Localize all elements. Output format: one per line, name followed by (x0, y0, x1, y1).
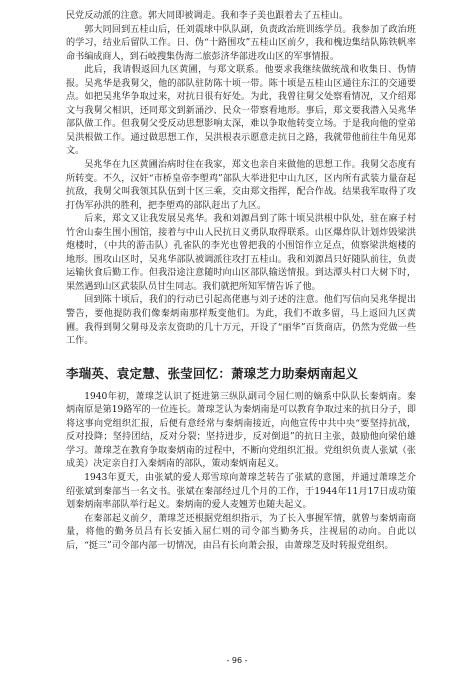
paragraph: 民党反动派的注意。郭大同即被调走。我和李子美也跟着去了五桂山。 (66, 11, 348, 21)
section-title: 李瑞英、袁定慧、张莹回忆：萧瑔芝力助秦炳南起义 (66, 365, 359, 381)
paragraph: 此后，我请假返回九区黄圃，与郑文联系。他要求我继续做统战和收集日、伪情报。吴兆华是我舅父，他的部队驻防陈十顷一带。陈十顷是五桂山区通往东江的交通要点。如把吴兆华争取过来，对抗日很有好处。为此，我曾往舅父处察看情况，又介绍郑文与我舅父相识，还同郑文到新涌沙、民众一带察看地形。事后，郑文要我潜入吴兆华部队做工作。但我舅父受反动思想影响太深，难以争取他转变立场。于是我向他的堂弟吴洪根做工作。通过做思想工作，吴洪根表示愿意走抗日之路，我就带他前往牛角见郑文。 (66, 65, 416, 157)
paragraph: 回到陈十顷后，我们的行动已引起高佬惠与刘子述的注意。他们写信向吴兆华提出警告，要他提防我们像秦炳南那样叛变他们。为此，我们不敢多留，马上返回九区黄圃。我得到舅父舅母及亲友资助的几十万元，开设了“丽华”百货商店，仍然为党做一些工作。 (66, 295, 416, 347)
paragraph: 1943年夏天，由张斌的爱人郑雪琼向萧瑔芝转告了张斌的意图，并通过萧瑔芝介绍张斌到秦部当一名文书。张斌在秦部经过几个月的工作，于1944年11月17日成功策划秦炳南率部队举行起义。秦炳南的爱人麦翘芳也随夫起义。 (66, 472, 416, 511)
paragraph: 郭大同回到五桂山后，任刘震球中队队副，负责政治班训练学员。我参加了政治班的学习，结业后留队工作。日、伪“十路围攻”五桂山区前夕，我和槐边集结队陈铁帆率命书编成商人，到石岐搜集伪海二旅彭济华部进攻山区的军事情报。 (66, 24, 416, 62)
paragraph: 1940年初，萧瑔芝认识了挺进第三纵队副司令屈仁则的嫡系中队队长秦炳南。秦炳南原是第19路军的一位连长。萧瑔芝认为秦炳南是可以教育争取过来的抗日分子，即将这事向党组织汇报，后便有意经常与秦炳南接近，向他宣传中共中央“要坚持抗战，反对投降；坚持团结，反对分裂；坚持进步，反对倒退”的抗日主张，鼓励他向梁伯雄学习。萧瑔芝在教育争取秦炳南的过程中，不断向党组织汇报。党组织负责人张斌（张成美）决定亲自打入秦炳南的部队，策动秦炳南起义。 (66, 391, 416, 470)
page-number: - 96 - (226, 656, 248, 665)
paragraph: 吴兆华在九区黄圃治病时住在我家，郑文也亲自来做他的思想工作。我舅父态度有所转变。不久，汉奸“市桥皇帝李塱鸡”部队大举进犯中山九区，区内所有武装力量奋起抗敌，我舅父叫我领其队伍到十区三乘，交由郑文指挥，配合作战。结果我军取得了攻打伪军孙洪的胜利，把李塱鸡的部队赶出了九区。 (66, 160, 416, 211)
body-text-top (66, 10, 416, 349)
paragraph: 后来，郑文又让我发展吴兆华。我和刘源昌到了陈十顷吴洪根中队处，驻在麻子村竹舍山泰生围小围馆，接着与中山人民抗日义勇队取得联系。山区爆炸队计划炸毁梁洪炮楼时，（中共的游击队）孔雀队的李光也曾把我的小围馆作立足点，侦察梁洪炮楼的地形。围攻山区时，吴兆华部队被调派往攻打五桂山。我和刘源昌只好随队前往，负责运输伙食后勤工作。但我沿途注意随时向山区部队输送情报。到达潭头村口大树下时，果然遇到山区武装队员甘生同志。我们就把所知军情告诉了他。 (66, 214, 416, 292)
paragraph: 在秦部起义前夕，萧瑔芝还根据党组织指示，为了长入事握军情，就曾与秦炳南商量，将他的勤务员吕有长安插入屈仁则的司令部当勤务兵，注视屈的动向。自此以后，“挺三”司令部内部一切情况，由吕有长向萧会报，由萧瑔芝及时转报党组织。 (66, 513, 416, 551)
body-text-bottom (66, 391, 416, 554)
